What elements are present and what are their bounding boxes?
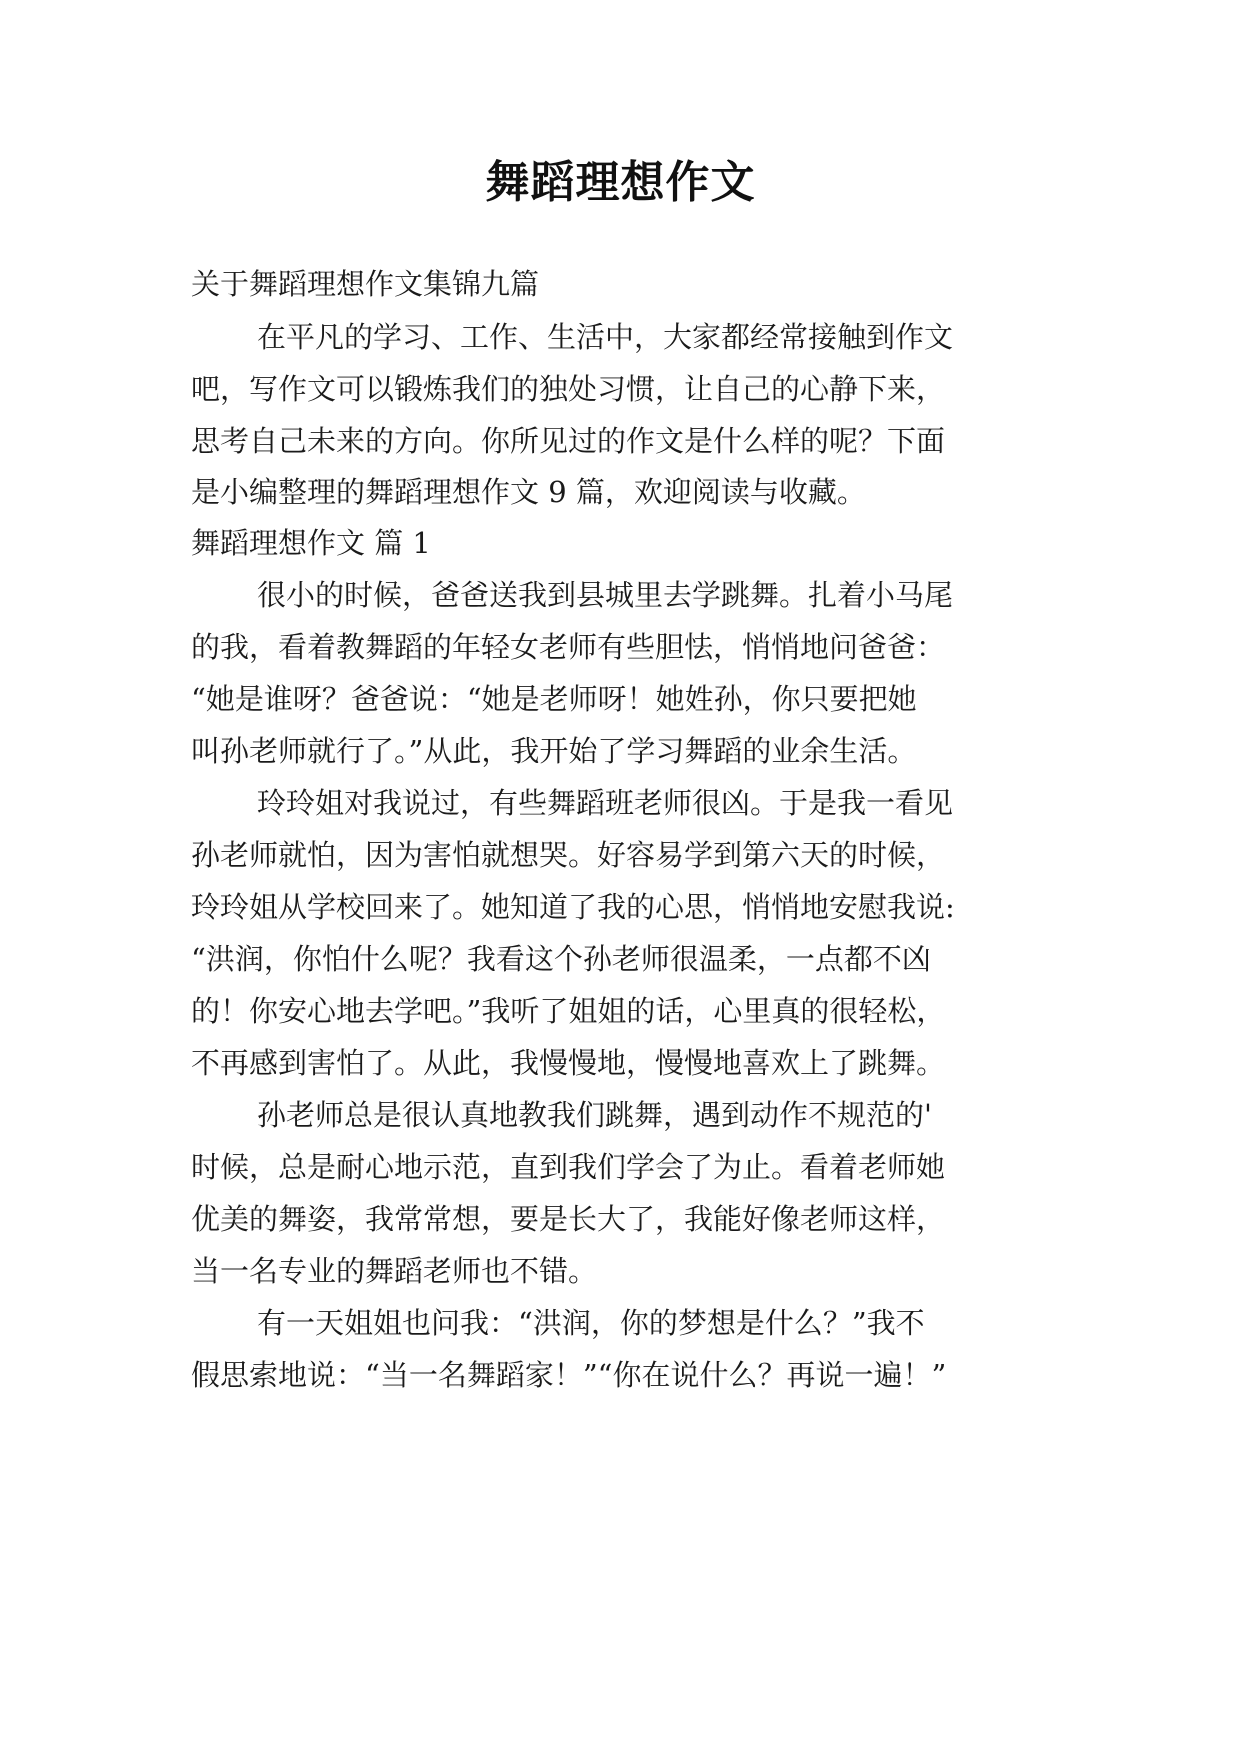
document-subtitle: 关于舞蹈理想作文集锦九篇 (191, 267, 540, 301)
paragraph-line: 的我，看着教舞蹈的年轻女老师有些胆怯，悄悄地问爸爸： (191, 630, 946, 664)
paragraph-line: 叫孙老师就行了。”从此，我开始了学习舞蹈的业余生活。 (191, 734, 917, 768)
paragraph-line: 是小编整理的舞蹈理想作文 9 篇，欢迎阅读与收藏。 (191, 475, 866, 509)
paragraph-line: 很小的时候，爸爸送我到县城里去学跳舞。扎着小马尾 (257, 578, 954, 612)
paragraph-line: 吧，写作文可以锻炼我们的独处习惯，让自己的心静下来， (191, 372, 946, 406)
paragraph-line: 思考自己未来的方向。你所见过的作文是什么样的呢？下面 (191, 424, 946, 458)
paragraph-line: “洪润，你怕什么呢？我看这个孙老师很温柔，一点都不凶 (191, 942, 931, 976)
paragraph-line: 假思索地说：“当一名舞蹈家！”“你在说什么？再说一遍！” (191, 1358, 947, 1392)
paragraph-line: 有一天姐姐也问我：“洪润，你的梦想是什么？”我不 (257, 1306, 925, 1340)
paragraph-line: 的！你安心地去学吧。”我听了姐姐的话，心里真的很轻松， (191, 994, 946, 1028)
paragraph-line: 时候，总是耐心地示范，直到我们学会了为止。看着老师她 (191, 1150, 946, 1184)
paragraph-line: 孙老师总是很认真地教我们跳舞，遇到动作不规范的' (257, 1098, 932, 1132)
paragraph-line: 不再感到害怕了。从此，我慢慢地，慢慢地喜欢上了跳舞。 (191, 1046, 946, 1080)
paragraph-line: 在平凡的学习、工作、生活中，大家都经常接触到作文 (257, 320, 954, 354)
paragraph-line: 优美的舞姿，我常常想，要是长大了，我能好像老师这样， (191, 1202, 946, 1236)
paragraph-line: 孙老师就怕，因为害怕就想哭。好容易学到第六天的时候， (191, 838, 946, 872)
paragraph-line: 当一名专业的舞蹈老师也不错。 (191, 1254, 598, 1288)
paragraph-line: 玲玲姐从学校回来了。她知道了我的心思，悄悄地安慰我说: (191, 890, 955, 924)
paragraph-line: 玲玲姐对我说过，有些舞蹈班老师很凶。于是我一看见 (257, 786, 954, 820)
paragraph-line: “她是谁呀？爸爸说：“她是老师呀！她姓孙，你只要把她 (191, 682, 917, 716)
document-title: 舞蹈理想作文 (485, 157, 756, 208)
section-heading: 舞蹈理想作文 篇 1 (191, 526, 431, 560)
